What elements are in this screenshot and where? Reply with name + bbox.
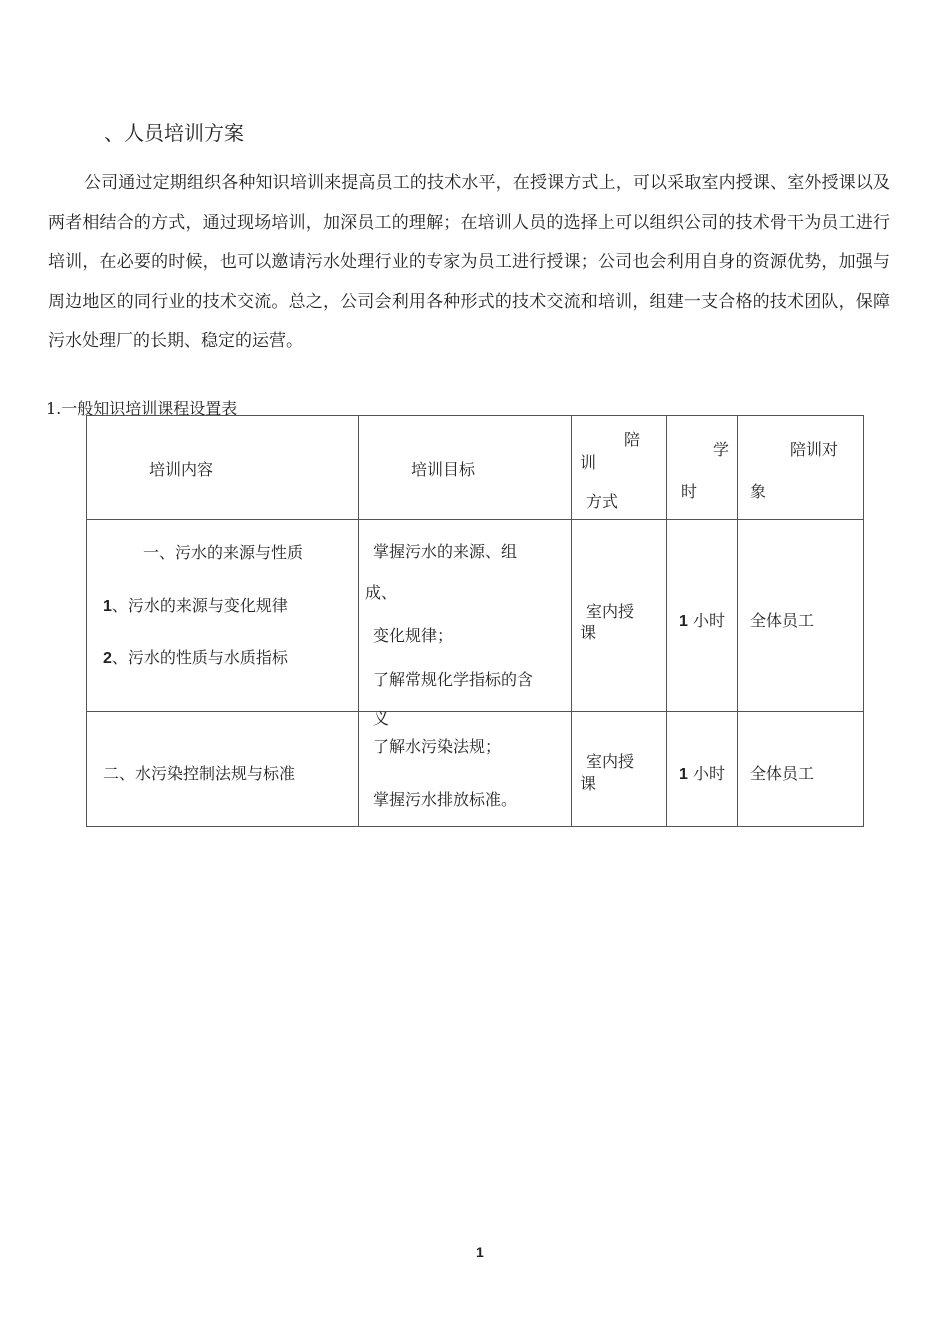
row2-target: 全体员工 <box>738 712 864 827</box>
intro-text: 公司通过定期组织各种知识培训来提高员工的技术水平，在授课方式上，可以采取室内授课、室外授课以及两者相结合的方式，通过现场培训，加深员工的理解；在培训人员的选择上可以组织公司的技术骨干为员工进行培训，在必要的时候，也可以邀请污水处理行业的专家为员工进行授课；公司也会利用自身的资源优势，加强与周边地区的同行业的技术交流。总之，公司会利用各种形式的技术交流和培训，组建一支合格的技术团队，保障污水处理厂的长期、稳定的运营。 <box>48 173 890 351</box>
row2-hours: 1 小时 <box>667 712 738 827</box>
row1-method: 室内授 课 <box>572 520 667 712</box>
section-title: 、人员培训方案 <box>104 121 244 145</box>
row1-goal: 掌握污水的来源、组 成、 变化规律； 了解常规化学指标的含 义 <box>359 520 572 712</box>
row1-target: 全体员工 <box>738 520 864 712</box>
header-goal: 培训目标 <box>359 416 572 520</box>
table-header-row <box>87 416 864 520</box>
table-row <box>87 520 864 712</box>
row1-content: 一、污水的来源与性质 1、污水的来源与变化规律 2、污水的性质与水质指标 <box>87 520 359 712</box>
row2-method: 室内授 课 <box>572 712 667 827</box>
page-number: 1 <box>476 1244 484 1260</box>
header-hours: 学 时 <box>667 416 738 520</box>
row2-content: 二、水污染控制法规与标准 <box>87 712 359 827</box>
intro-paragraph <box>48 164 890 362</box>
header-target: 陪训对 象 <box>738 416 864 520</box>
row2-goal: 了解水污染法规； 掌握污水排放标准。 <box>359 712 572 827</box>
header-content: 培训内容 <box>87 416 359 520</box>
table-caption: 1.一般知识培训课程设置表 <box>46 399 238 418</box>
training-course-table <box>86 415 864 827</box>
table-row <box>87 712 864 827</box>
header-method: 陪 训 方式 <box>572 416 667 520</box>
row1-hours: 1 小时 <box>667 520 738 712</box>
